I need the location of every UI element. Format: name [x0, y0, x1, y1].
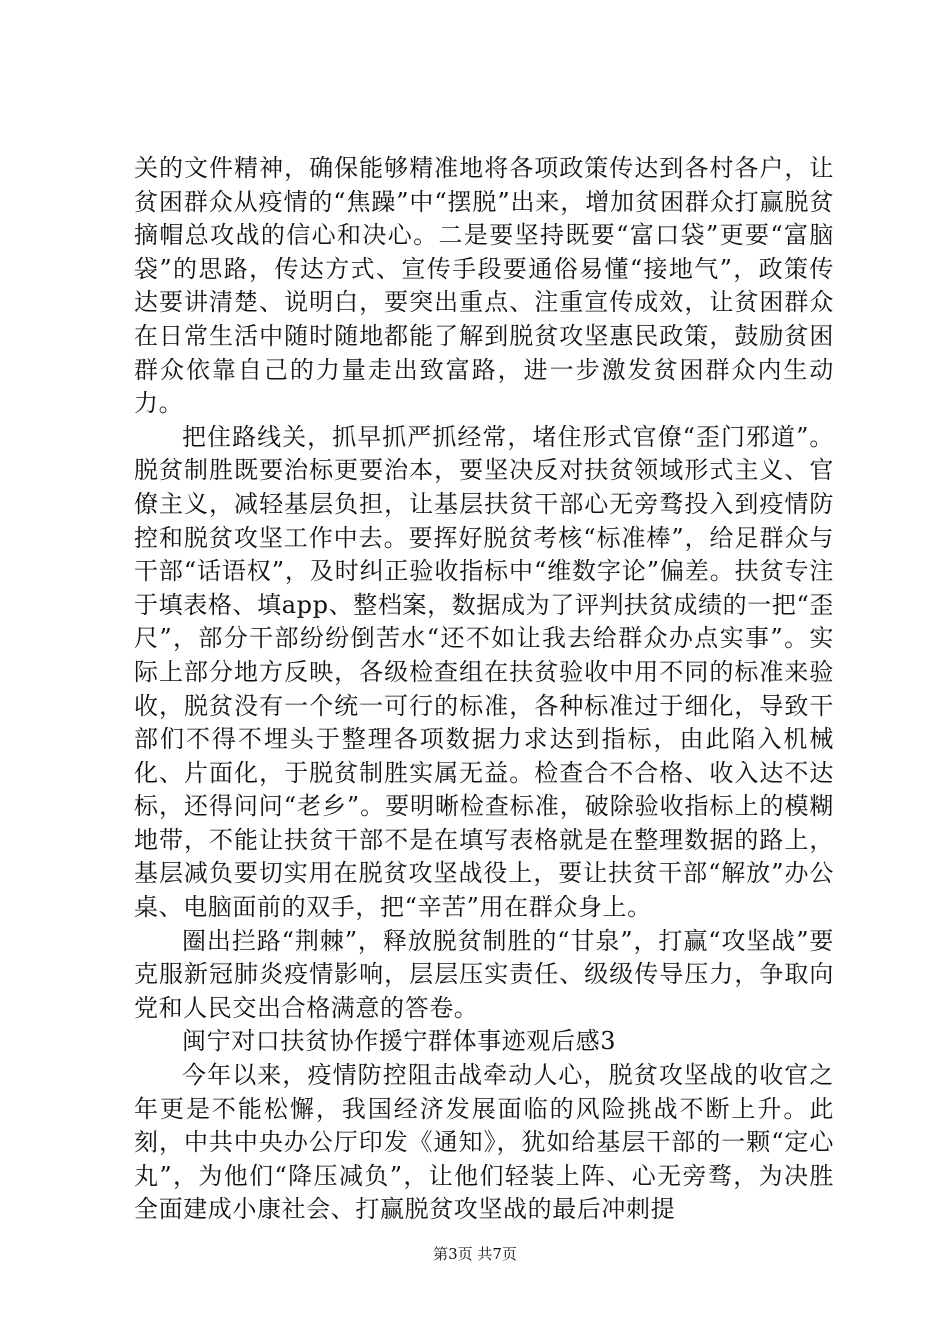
document-body — [134, 152, 834, 1227]
paragraph-this-year: 今年以来，疫情防控阻击战牵动人心，脱贫攻坚战的收官之年更是不能松懈，我国经济发展面临的风险挑战不断上升。此刻，中共中央办公厅印发《通知》，犹如给基层干部的一颗“定心丸”，为他们“降压减负”，让他们轻装上阵、心无旁骛，为决胜全面建成小康社会、打赢脱贫攻坚战的最后冲刺提 — [134, 1061, 834, 1224]
paragraph-route-control: 把住路线关，抓早抓严抓经常，堵住形式官僚“歪门邪道”。脱贫制胜既要治标更要治本，要坚决反对扶贫领域形式主义、官僚主义，减轻基层负担，让基层扶贫干部心无旁骛投入到疫情防控和脱贫攻坚工作中去。要挥好脱贫考核“标准棒”，给足群众与干部“话语权”，及时纠正验收指标中“维数字论”偏差。扶贫专注于填表格、填app、整档案，数据成为了评判扶贫成绩的一把“歪尺”，部分干部纷纷倒苦水“还不如让我去给群众办点实事”。实际上部分地方反映，各级检查组在扶贫验收中用不同的标准来验收，脱贫没有一个统一可行的标准，各种标准过于细化，导致干部们不得不埋头于整理各项数据力求达到指标，由此陷入机械化、片面化，于脱贫制胜实属无益。检查合不合格、收入达不达标，还得问问“老乡”。要明晰检查标准，破除验收指标上的模糊地带，不能让扶贫干部不是在填写表格就是在整理数据的路上，基层减负要切实用在脱贫攻坚战役上，要让扶贫干部“解放”办公桌、电脑面前的双手，把“辛苦”用在群众身上。 — [134, 422, 834, 922]
paragraph-continuation: 关的文件精神，确保能够精准地将各项政策传达到各村各户，让贫困群众从疫情的“焦躁”中“摆脱”出来，增加贫困群众打赢脱贫摘帽总攻战的信心和决心。二是要坚持既要“富口袋”更要“富脑袋”的思路，传达方式、宣传手段要通俗易懂“接地气”，政策传达要讲清楚、说明白，要突出重点、注重宣传成效，让贫困群众在日常生活中随时随地都能了解到脱贫攻坚惠民政策，鼓励贫困群众依靠自己的力量走出致富路，进一步激发贫困群众内生动力。 — [134, 154, 834, 418]
page-footer: 第3页 共7页 — [433, 1245, 517, 1263]
paragraph-clear-obstacles: 圈出拦路“荆棘”，释放脱贫制胜的“甘泉”，打赢“攻坚战”要克服新冠肺炎疫情影响，层层压实责任、级级传导压力，争取向党和人民交出合格满意的答卷。 — [134, 926, 834, 1022]
section-heading: 闽宁对口扶贫协作援宁群体事迹观后感3 — [182, 1027, 617, 1056]
